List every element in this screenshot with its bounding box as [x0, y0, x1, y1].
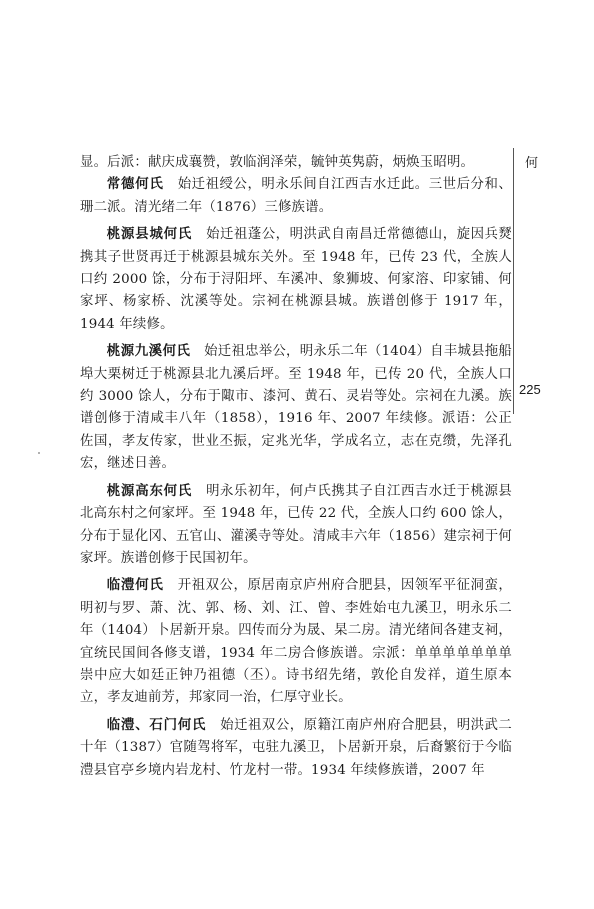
- paragraph-text: 始迁祖蓬公，明洪武自南昌迁常德德山，旋因兵燹携其子世贤再迁于桃源县城东关外。至 1948 年，已传 23 代，全族人口约 2000 馀，分布于浔阳坪、车溪冲、象狮坡、何家溶、印家铺、何家坪、杨家桥、沈溪等处。宗祠在桃源县城。族谱创修于 1917 年，1944 年续修。: [80, 227, 513, 332]
- clan-name: 桃源高东何氏: [106, 483, 193, 499]
- paragraph-linli-he: [80, 575, 512, 709]
- clan-name: 桃源九溪何氏: [106, 344, 191, 360]
- paragraph-text: 开祖双公，原居南京庐州府合肥县，因领军平征洞蛮，明初与罗、萧、沈、郭、杨、刘、江、曾、李姓始屯九溪卫，明永乐二年（1404）卜居新开泉。四传而分为晟、杲二房。清光绪间各建支祠，宜统民国间各修支谱，1934 年二房合修族谱。宗派：单单单单单单单崇中应大如廷正钟乃祖德（丕）。诗书绍先绪，敦伦自发祥，道生原本立，孝友迪前芳，邦家同一治，仁厚守业长。: [80, 578, 513, 706]
- paragraph-continuation: [80, 152, 512, 174]
- paragraph-taoyuan-county-he: [80, 224, 512, 336]
- paragraph-text: 显。后派：献庆成襄赞，敦临润泽荣，毓钟英隽蔚，炳焕玉昭明。: [80, 155, 475, 170]
- paragraph-text: 始迁祖绶公，明永乐间自江西吉水迁此。三世后分和、珊二派。清光绪二年（1876）三修族谱。: [80, 177, 513, 215]
- clan-name: 桃源县城何氏: [106, 227, 193, 243]
- clan-name: 临澧何氏: [106, 578, 164, 594]
- page-body: [80, 152, 512, 782]
- paragraph-changde-he: [80, 174, 512, 219]
- paragraph-text: 始迁祖忠举公，明永乐二年（1404）自丰城县拖船埠大栗树迁于桃源县北九溪后坪。至 1948 年，已传 20 代，全族人口约 3000 馀人，分布于陬市、漆河、黄石、灵岩等处。宗祠在九溪。族谱创修于清咸丰八年（1858），1916 年、2007 年续修。派语：公正佐国，孝友传家，世业丕振，定兆光华，学成名立，志在克缵，先泽孔宏，继述日善。: [80, 344, 513, 472]
- paragraph-linli-shimen-he: [80, 715, 512, 782]
- clan-name: 常德何氏: [106, 177, 164, 193]
- clan-name: 临澧、石门何氏: [106, 717, 207, 733]
- paragraph-text: 始迁祖双公，原籍江南庐州府合肥县，明洪武二十年（1387）官随驾将军，屯驻九溪卫，卜居新开泉，后裔繁衍于今临澧县官亭乡境内岩龙村、竹龙村一带。1934 年续修族谱，2007 年: [80, 717, 513, 778]
- page-number: 225: [519, 382, 541, 397]
- margin-rule: [513, 148, 514, 414]
- section-marker: 何: [525, 156, 539, 171]
- paragraph-taoyuan-gaodong-he: [80, 481, 512, 571]
- scan-speck: [38, 452, 40, 454]
- paragraph-text: 明永乐初年，何卢氏携其子自江西吉水迁于桃源县北高东村之何家坪。至 1948 年，已传 22 代，全族人口约 600 馀人，分布于显化冈、五官山、灌溪寺等处。清咸丰六年（1856）建宗祠于何家坪。族谱创修于民国初年。: [80, 483, 513, 566]
- paragraph-taoyuan-jiuxi-he: [80, 341, 512, 475]
